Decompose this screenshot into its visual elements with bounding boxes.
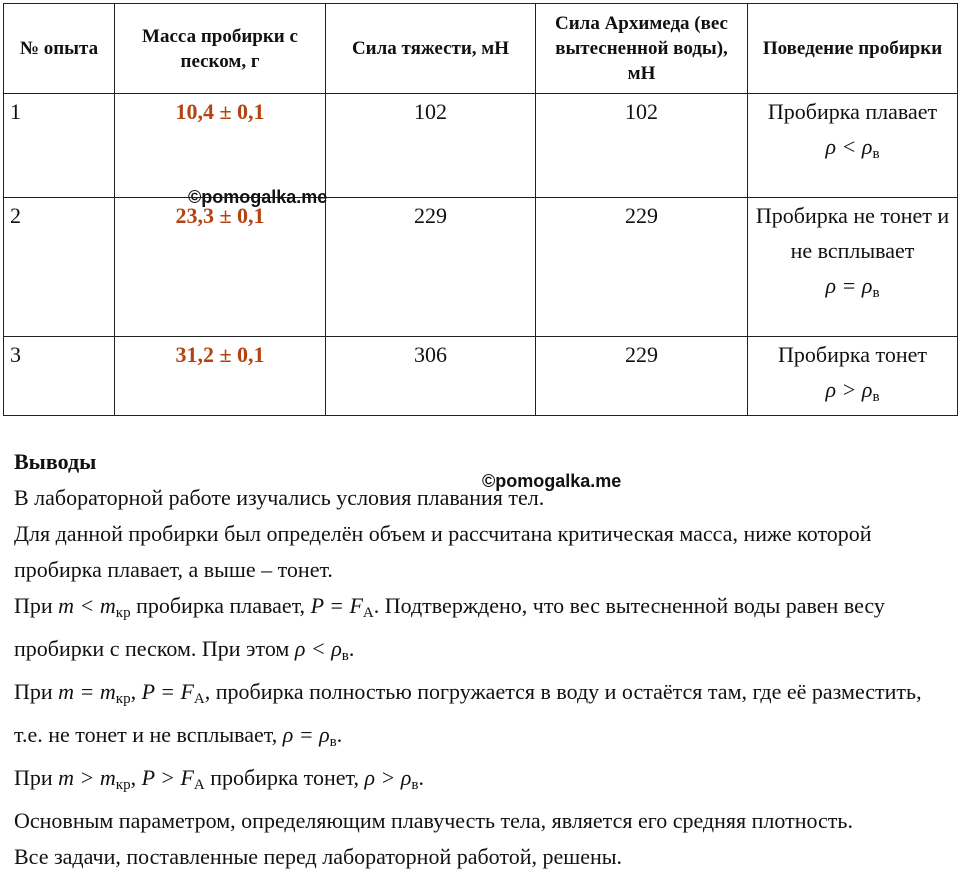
cell-behavior	[748, 337, 958, 416]
table-row	[4, 94, 958, 198]
cell-behavior	[748, 94, 958, 198]
conclusion-paragraph: При $m < m_{кр}$ пробирка плавает, $P = F_A$. Подтверждено, что вес вытесненной воды равен весу пробирки с песком. При этом $\rho < \rho_в$.	[14, 593, 885, 664]
cell-archimedes: 229	[536, 198, 748, 337]
cell-mass: 10,4 ± 0,1	[115, 94, 326, 198]
conclusions-title: Выводы	[14, 449, 97, 474]
cell-gravity: 102	[326, 94, 536, 198]
cell-number: 2	[4, 198, 115, 337]
density-relation: $\rho > \rho_в$	[825, 377, 880, 405]
conclusion-paragraph: При $m = m_{кр}$, $P = F_A$, пробирка полностью погружается в воду и остаётся там, где её разместить, т.е. не тонет и не всплывает, $\rho = \rho_в$.	[14, 679, 922, 750]
table-row	[4, 337, 958, 416]
header-gravity-force: Сила тяжести, мН	[326, 4, 536, 94]
conclusion-paragraph: При $m > m_{кр}$, $P > F_A$ пробирка тонет, $\rho > \rho_в$.	[14, 765, 425, 793]
conclusion-paragraph: Все задачи, поставленные перед лабораторной работой, решены.	[14, 844, 623, 869]
behavior-text: Пробирка плавает	[767, 99, 938, 124]
watermark-conclusions: ©pomogalka.me	[482, 471, 622, 491]
conclusion-paragraph: Для данной пробирки был определён объем и рассчитана критическая масса, ниже которой пробирка плавает, а выше – тонет.	[14, 521, 872, 582]
behavior-text: Пробирка не тонет и не всплывает	[755, 203, 950, 263]
conclusion-paragraph: Основным параметром, определяющим плавучесть тела, является его средняя плотность.	[14, 808, 853, 833]
cell-number: 1	[4, 94, 115, 198]
cell-number: 3	[4, 337, 115, 416]
cell-behavior	[748, 198, 958, 337]
cell-gravity: 229	[326, 198, 536, 337]
watermark-table: ©pomogalka.me	[188, 187, 328, 207]
cell-archimedes: 102	[536, 94, 748, 198]
header-mass: Масса пробирки с песком, г	[115, 4, 326, 94]
behavior-text: Пробирка тонет	[778, 342, 927, 367]
density-relation: $\rho < \rho_в$	[825, 134, 880, 162]
table-row	[4, 198, 958, 337]
cell-archimedes: 229	[536, 337, 748, 416]
cell-mass: 23,3 ± 0,1	[115, 198, 326, 337]
table-header-row	[4, 4, 958, 94]
conclusion-paragraph: В лабораторной работе изучались условия плавания тел.	[14, 485, 545, 510]
conclusions-section	[14, 444, 949, 875]
header-experiment-number: № опыта	[4, 4, 115, 94]
header-archimedes-force: Сила Архимеда (вес вытесненной воды), мН	[536, 4, 748, 94]
cell-mass: 31,2 ± 0,1	[115, 337, 326, 416]
experiment-table	[3, 3, 958, 416]
cell-gravity: 306	[326, 337, 536, 416]
density-relation: $\rho = \rho_в$	[825, 273, 880, 301]
header-behavior: Поведение пробирки	[748, 4, 958, 94]
